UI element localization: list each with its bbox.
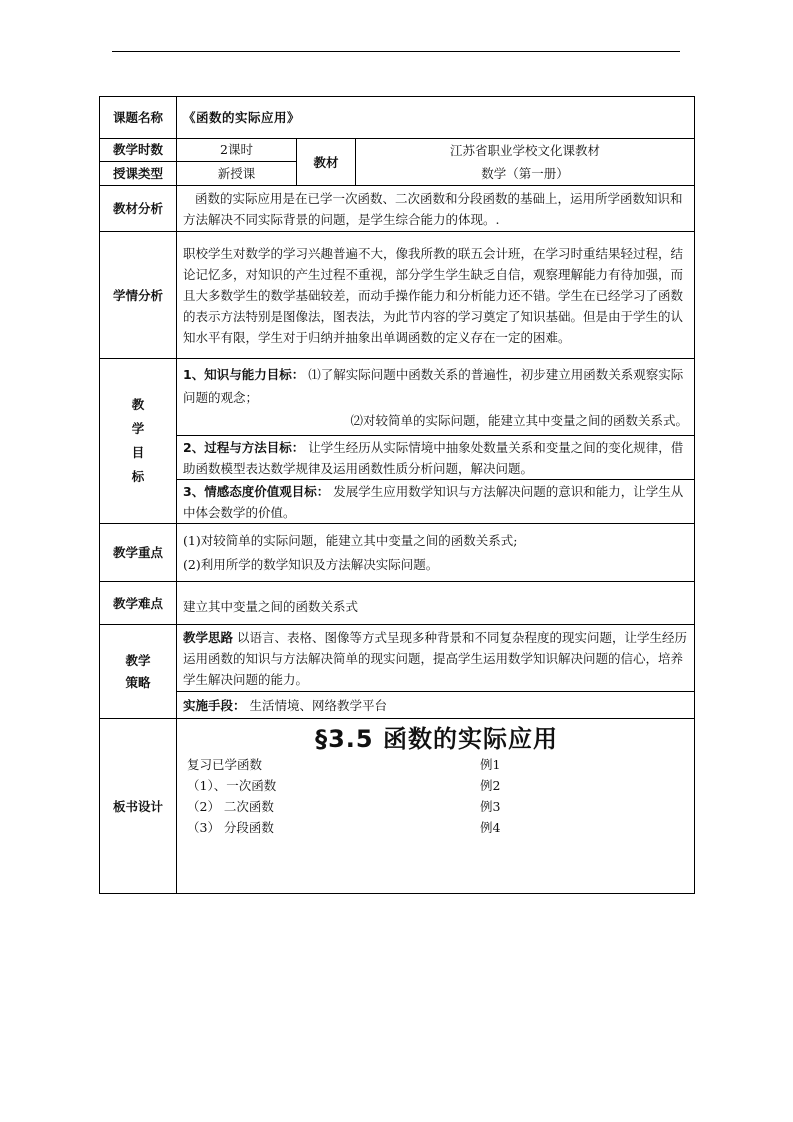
goal-2-text: 让学生经历从实际情境中抽象处数量关系和变量之间的变化规律，借助函数模型表达数学规律及运用函数性质分析问题，解决问题。 (183, 439, 684, 476)
goal-1-title: 1、知识与能力目标： (183, 366, 305, 382)
goals-label (100, 359, 177, 524)
strategy-means-cell (177, 692, 695, 719)
goals-label-char-4: 标 (131, 469, 145, 484)
focus-label: 教学重点 (100, 524, 177, 582)
row-strategy-idea (100, 625, 695, 692)
row-focus (100, 524, 695, 582)
row-course-title (100, 97, 695, 139)
goal-2-title: 2、过程与方法目标： (183, 439, 305, 455)
focus-item-1: (1)对较简单的实际问题，能建立其中变量之间的函数关系式; (183, 532, 518, 548)
goals-label-char-1: 教 (131, 397, 145, 412)
strategy-label-line-1: 教学 (125, 652, 151, 668)
material-label: 教材 (297, 139, 356, 186)
material-line-2: 数学（第一册） (481, 166, 569, 181)
row-goal-2 (100, 436, 695, 480)
board-row-left: （3） 分段函数 (187, 820, 274, 835)
board-row (187, 817, 688, 838)
row-analysis (100, 186, 695, 232)
board-row (187, 775, 688, 796)
analysis-label: 教材分析 (100, 186, 177, 232)
board-title: §3.5 函数的实际应用 (315, 725, 558, 753)
course-title-value: 《函数的实际应用》 (177, 97, 695, 139)
strategy-idea-title: 教学思路 (183, 629, 234, 645)
board-row-left: 复习已学函数 (187, 757, 263, 772)
difficulty-label: 教学难点 (100, 582, 177, 625)
row-strategy-means (100, 692, 695, 719)
board-row (187, 754, 688, 775)
course-title-label: 课题名称 (100, 97, 177, 139)
board-row-left: （2） 二次函数 (187, 799, 274, 814)
goal-3-text: 发展学生应用数学知识与方法解决问题的意识和能力，让学生从中体会数学的价值。 (183, 483, 684, 520)
row-hours (100, 139, 695, 162)
board-cell (177, 719, 695, 894)
board-row-right: 例2 (480, 778, 501, 793)
row-students (100, 232, 695, 359)
type-label: 授课类型 (100, 161, 177, 185)
row-board (100, 719, 695, 894)
goals-label-char-3: 目 (131, 445, 145, 460)
goal-3-cell (177, 480, 695, 524)
row-goal-1 (100, 359, 695, 436)
row-difficulty (100, 582, 695, 625)
material-line-1: 江苏省职业学校文化课教材 (450, 143, 601, 158)
strategy-label-line-2: 策略 (125, 674, 151, 690)
hours-value: 2课时 (177, 139, 297, 162)
header-rule (112, 51, 680, 52)
goal-1-text-a: ⑴了解实际问题中函数关系的普遍性，初步建立用函数关系观察实际问题的观念； (183, 366, 684, 405)
goal-3-title: 3、情感态度价值观目标： (183, 483, 330, 499)
row-goal-3 (100, 480, 695, 524)
strategy-label (100, 625, 177, 719)
board-row (187, 796, 688, 817)
board-row-right: 例1 (480, 757, 501, 772)
board-row-right: 例3 (480, 799, 501, 814)
strategy-idea-text: 以语言、表格、图像等方式呈现多种背景和不同复杂程度的现实问题，让学生经历运用函数的知识与方法解决简单的现实问题，提高学生运用数学知识解决问题的信心，培养学生解决问题的能力。 (183, 629, 688, 687)
students-text: 职校学生对数学的学习兴趣普遍不大，像我所教的联五会计班，在学习时重结果轻过程，结论记忆多，对知识的产生过程不重视，部分学生学生缺乏自信，观察理解能力有待加强，而且大多数学生的数学基础较差，而动手操作能力和分析能力还不错。学生在已经学习了函数的表示方法特别是图像法，图表法，为此节内容的学习奠定了知识基础。但是由于学生的认知水平有限，学生对于归纳并抽象出单调函数的定义存在一定的困难。 (177, 232, 695, 359)
difficulty-text: 建立其中变量之间的函数关系式 (177, 582, 695, 625)
goal-1-text-b: ⑵对较简单的实际问题，能建立其中变量之间的函数关系式。 (350, 412, 689, 428)
material-value (356, 139, 695, 186)
hours-label: 教学时数 (100, 139, 177, 162)
goal-2-cell (177, 436, 695, 480)
analysis-text: 函数的实际应用是在已学一次函数、二次函数和分段函数的基础上，运用所学函数知识和方法解决不同实际背景的问题，是学生综合能力的体现。. (177, 186, 695, 232)
board-row-left: （1）、一次函数 (187, 778, 277, 793)
strategy-means-title: 实施手段： (183, 697, 246, 713)
focus-item-2: (2)利用所学的数学知识及方法解决实际问题。 (183, 556, 439, 572)
board-label: 板书设计 (100, 719, 177, 894)
strategy-idea-cell (177, 625, 695, 692)
type-value: 新授课 (177, 161, 297, 185)
lesson-plan-table (99, 96, 695, 894)
goals-label-char-2: 学 (131, 421, 145, 436)
students-label: 学情分析 (100, 232, 177, 359)
goal-1-cell (177, 359, 695, 436)
strategy-means-text: 生活情境、网络教学平台 (249, 697, 388, 713)
focus-cell (177, 524, 695, 582)
board-row-right: 例4 (480, 820, 501, 835)
board-rows (187, 754, 688, 838)
